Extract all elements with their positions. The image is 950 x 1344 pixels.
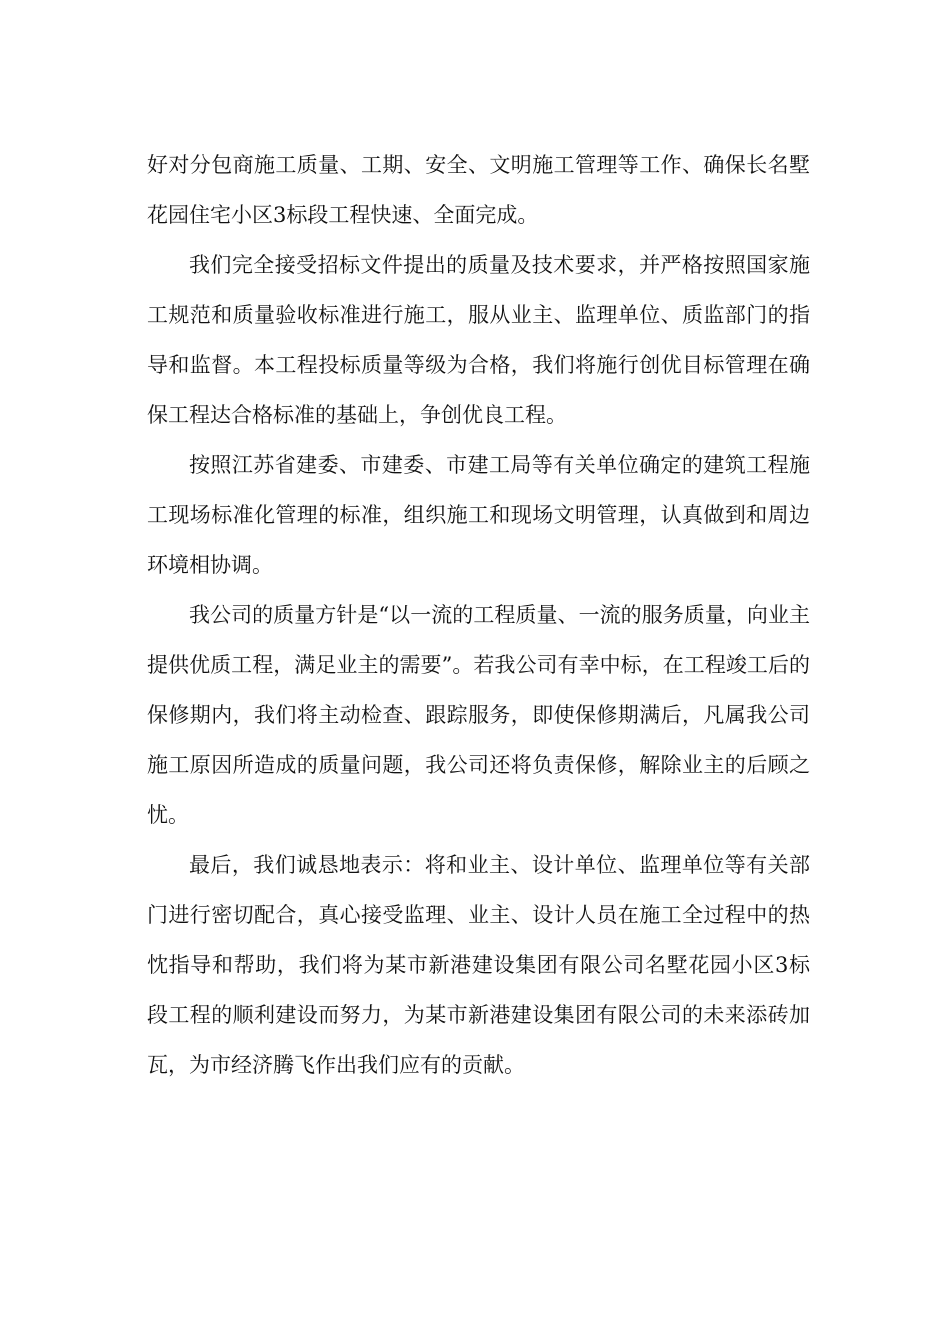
paragraph-2: 我们完全接受招标文件提出的质量及技术要求，并严格按照国家施工规范和质量验收标准进行施工，服从业主、监理单位、质监部门的指导和监督。本工程投标质量等级为合格，我们将施行创优目标管理在确保工程达合格标准的基础上，争创优良工程。: [147, 253, 810, 427]
paragraph-3: 按照江苏省建委、市建委、市建工局等有关单位确定的建筑工程施工现场标准化管理的标准，组织施工和现场文明管理，认真做到和周边环境相协调。: [147, 453, 810, 577]
paragraph-1: 好对分包商施工质量、工期、安全、文明施工管理等工作、确保长名墅花园住宅小区3标段工程快速、全面完成。: [147, 153, 810, 227]
document-body: [147, 140, 810, 1090]
paragraph-4: 我公司的质量方针是“以一流的工程质量、一流的服务质量，向业主提供优质工程，满足业主的需要”。若我公司有幸中标，在工程竣工后的保修期内，我们将主动检查、跟踪服务，即使保修期满后，凡属我公司施工原因所造成的质量问题，我公司还将负责保修，解除业主的后顾之忧。: [147, 603, 810, 827]
paragraph-5: 最后，我们诚恳地表示：将和业主、设计单位、监理单位等有关部门进行密切配合，真心接受监理、业主、设计人员在施工全过程中的热忱指导和帮助，我们将为某市新港建设集团有限公司名墅花园小区3标段工程的顺利建设而努力，为某市新港建设集团有限公司的未来添砖加瓦，为市经济腾飞作出我们应有的贡献。: [147, 853, 810, 1077]
